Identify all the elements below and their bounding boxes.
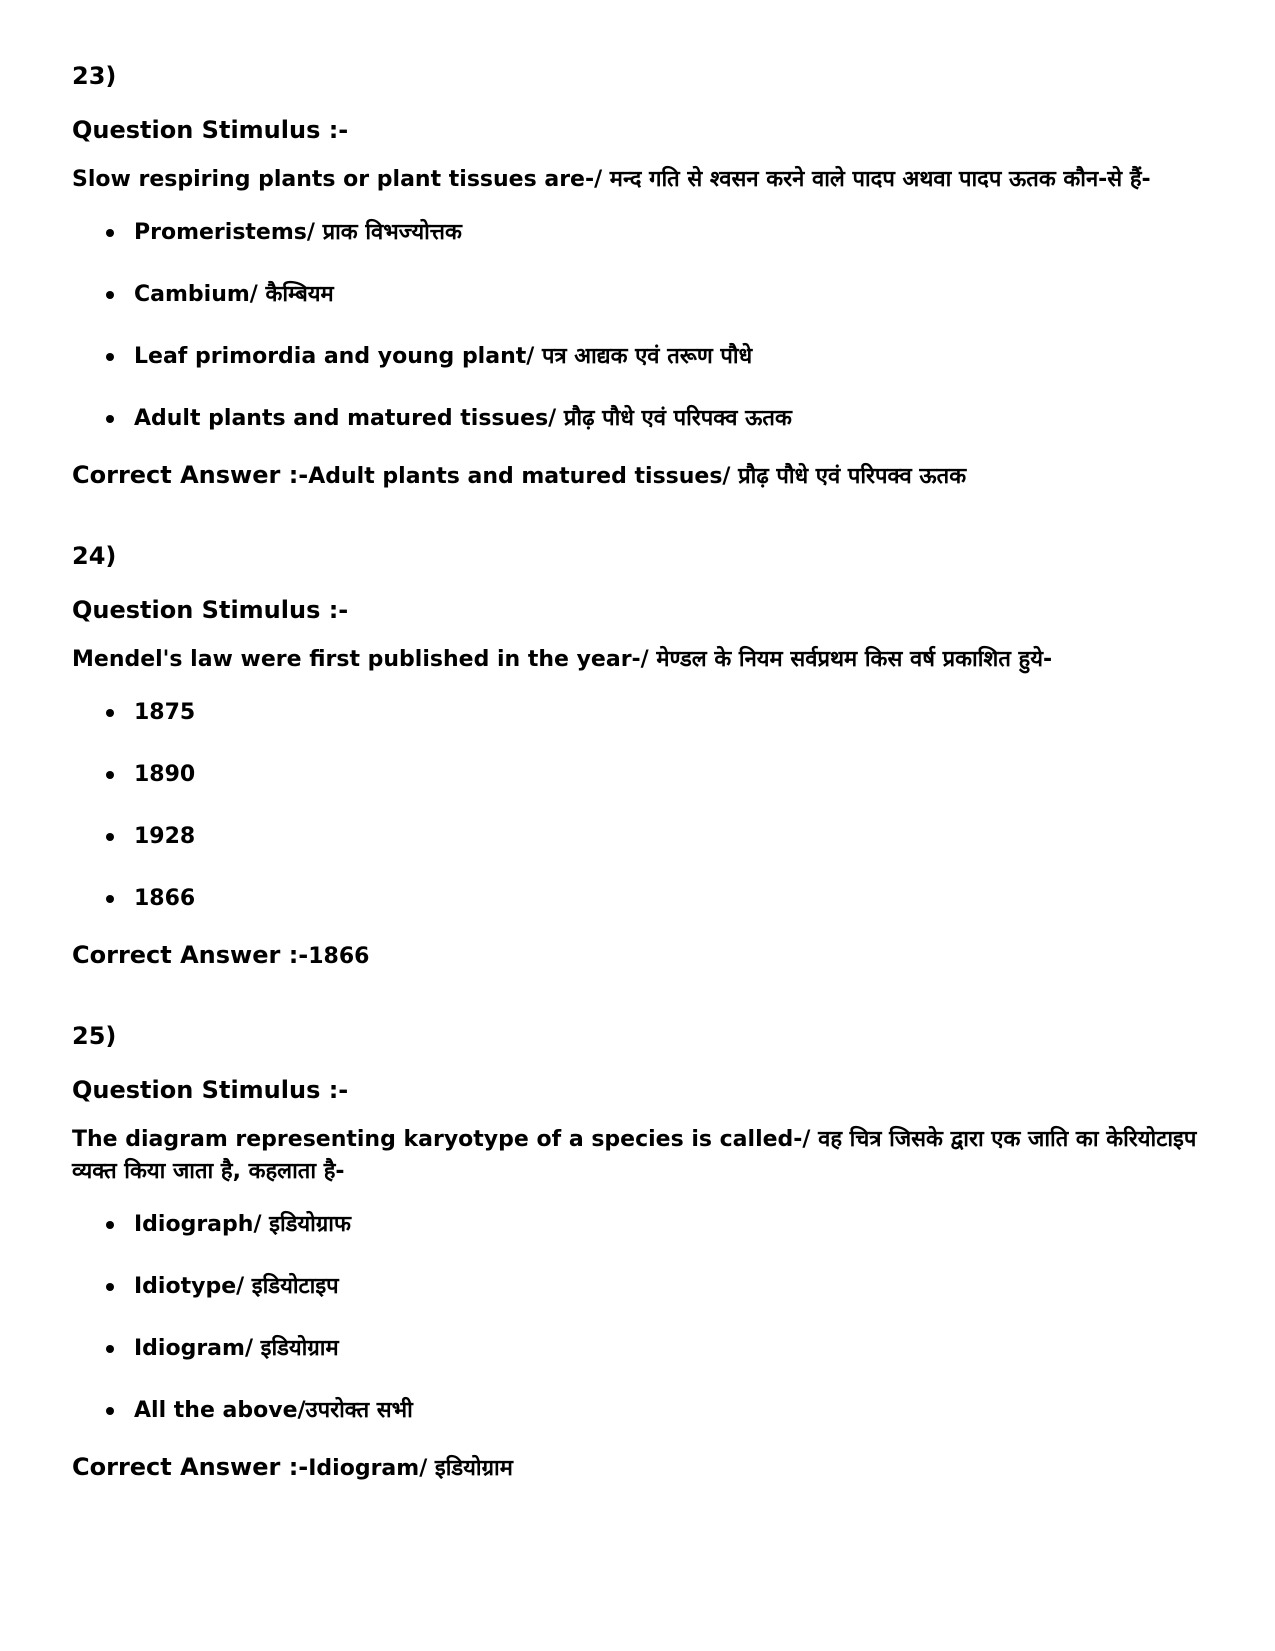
option-text: All the above/उपरोक्त सभी (134, 1398, 413, 1423)
question-paper (72, 56, 1222, 1496)
option-text: 1875 (134, 700, 196, 725)
correct-answer-value: Idiogram/ इडियोग्राम (308, 1456, 513, 1481)
correct-answer-label: Correct Answer :- (72, 941, 309, 969)
question-stimulus-label: Question Stimulus :- (72, 596, 349, 624)
correct-answer-value: Adult plants and matured tissues/ प्रौढ़ पौधे एवं परिपक्व ऊतक (308, 464, 967, 489)
option-list (72, 696, 1222, 944)
option-item (106, 696, 1222, 758)
correct-answer-label: Correct Answer :- (72, 461, 309, 489)
option-text: Idiogram/ इडियोग्राम (134, 1336, 339, 1361)
bullet-icon (106, 895, 114, 903)
option-text: Promeristems/ प्राक विभज्योत्तक (134, 220, 462, 245)
bullet-icon (106, 1407, 114, 1415)
question-stimulus-label: Question Stimulus :- (72, 116, 349, 144)
option-text: 1928 (134, 824, 196, 849)
question-25 (72, 1016, 1222, 1496)
option-list (72, 216, 1222, 464)
option-item (106, 402, 1222, 464)
question-stem: The diagram representing karyotype of a species is called-/ वह चित्र जिसके द्वारा एक जाति का केरियोटाइप व्यक्त किया जाता है, कहलाता है- (72, 1127, 1197, 1184)
correct-answer-value: 1866 (308, 944, 370, 969)
bullet-icon (106, 229, 114, 237)
question-number: 25) (72, 1022, 117, 1050)
option-item (106, 278, 1222, 340)
bullet-icon (106, 415, 114, 423)
option-item (106, 340, 1222, 402)
bullet-icon (106, 1283, 114, 1291)
option-item (106, 1332, 1222, 1394)
option-text: Leaf primordia and young plant/ पत्र आद्यक एवं तरूण पौधे (134, 344, 753, 369)
option-item (106, 882, 1222, 944)
correct-answer-label: Correct Answer :- (72, 1453, 309, 1481)
option-list (72, 1208, 1222, 1456)
bullet-icon (106, 1221, 114, 1229)
bullet-icon (106, 833, 114, 841)
question-number: 23) (72, 62, 117, 90)
bullet-icon (106, 1345, 114, 1353)
option-item (106, 216, 1222, 278)
question-stem: Mendel's law were first published in the year-/ मेण्डल के नियम सर्वप्रथम किस वर्ष प्रकाशित हुये- (72, 647, 1053, 672)
option-item (106, 758, 1222, 820)
option-text: 1890 (134, 762, 196, 787)
bullet-icon (106, 291, 114, 299)
option-item (106, 1208, 1222, 1270)
question-stimulus-label: Question Stimulus :- (72, 1076, 349, 1104)
bullet-icon (106, 353, 114, 361)
question-24 (72, 536, 1222, 1016)
option-text: Cambium/ कैम्बियम (134, 282, 334, 307)
option-text: Adult plants and matured tissues/ प्रौढ़ पौधे एवं परिपक्व ऊतक (134, 406, 792, 431)
bullet-icon (106, 709, 114, 717)
question-stem: Slow respiring plants or plant tissues are-/ मन्द गति से श्वसन करने वाले पादप अथवा पादप ऊतक कौन-से हैं- (72, 167, 1151, 192)
question-23 (72, 56, 1222, 536)
option-text: Idiograph/ इडियोग्राफ (134, 1212, 351, 1237)
option-item (106, 1270, 1222, 1332)
option-item (106, 1394, 1222, 1456)
option-text: 1866 (134, 886, 196, 911)
bullet-icon (106, 771, 114, 779)
option-text: Idiotype/ इडियोटाइप (134, 1274, 339, 1299)
question-number: 24) (72, 542, 117, 570)
option-item (106, 820, 1222, 882)
